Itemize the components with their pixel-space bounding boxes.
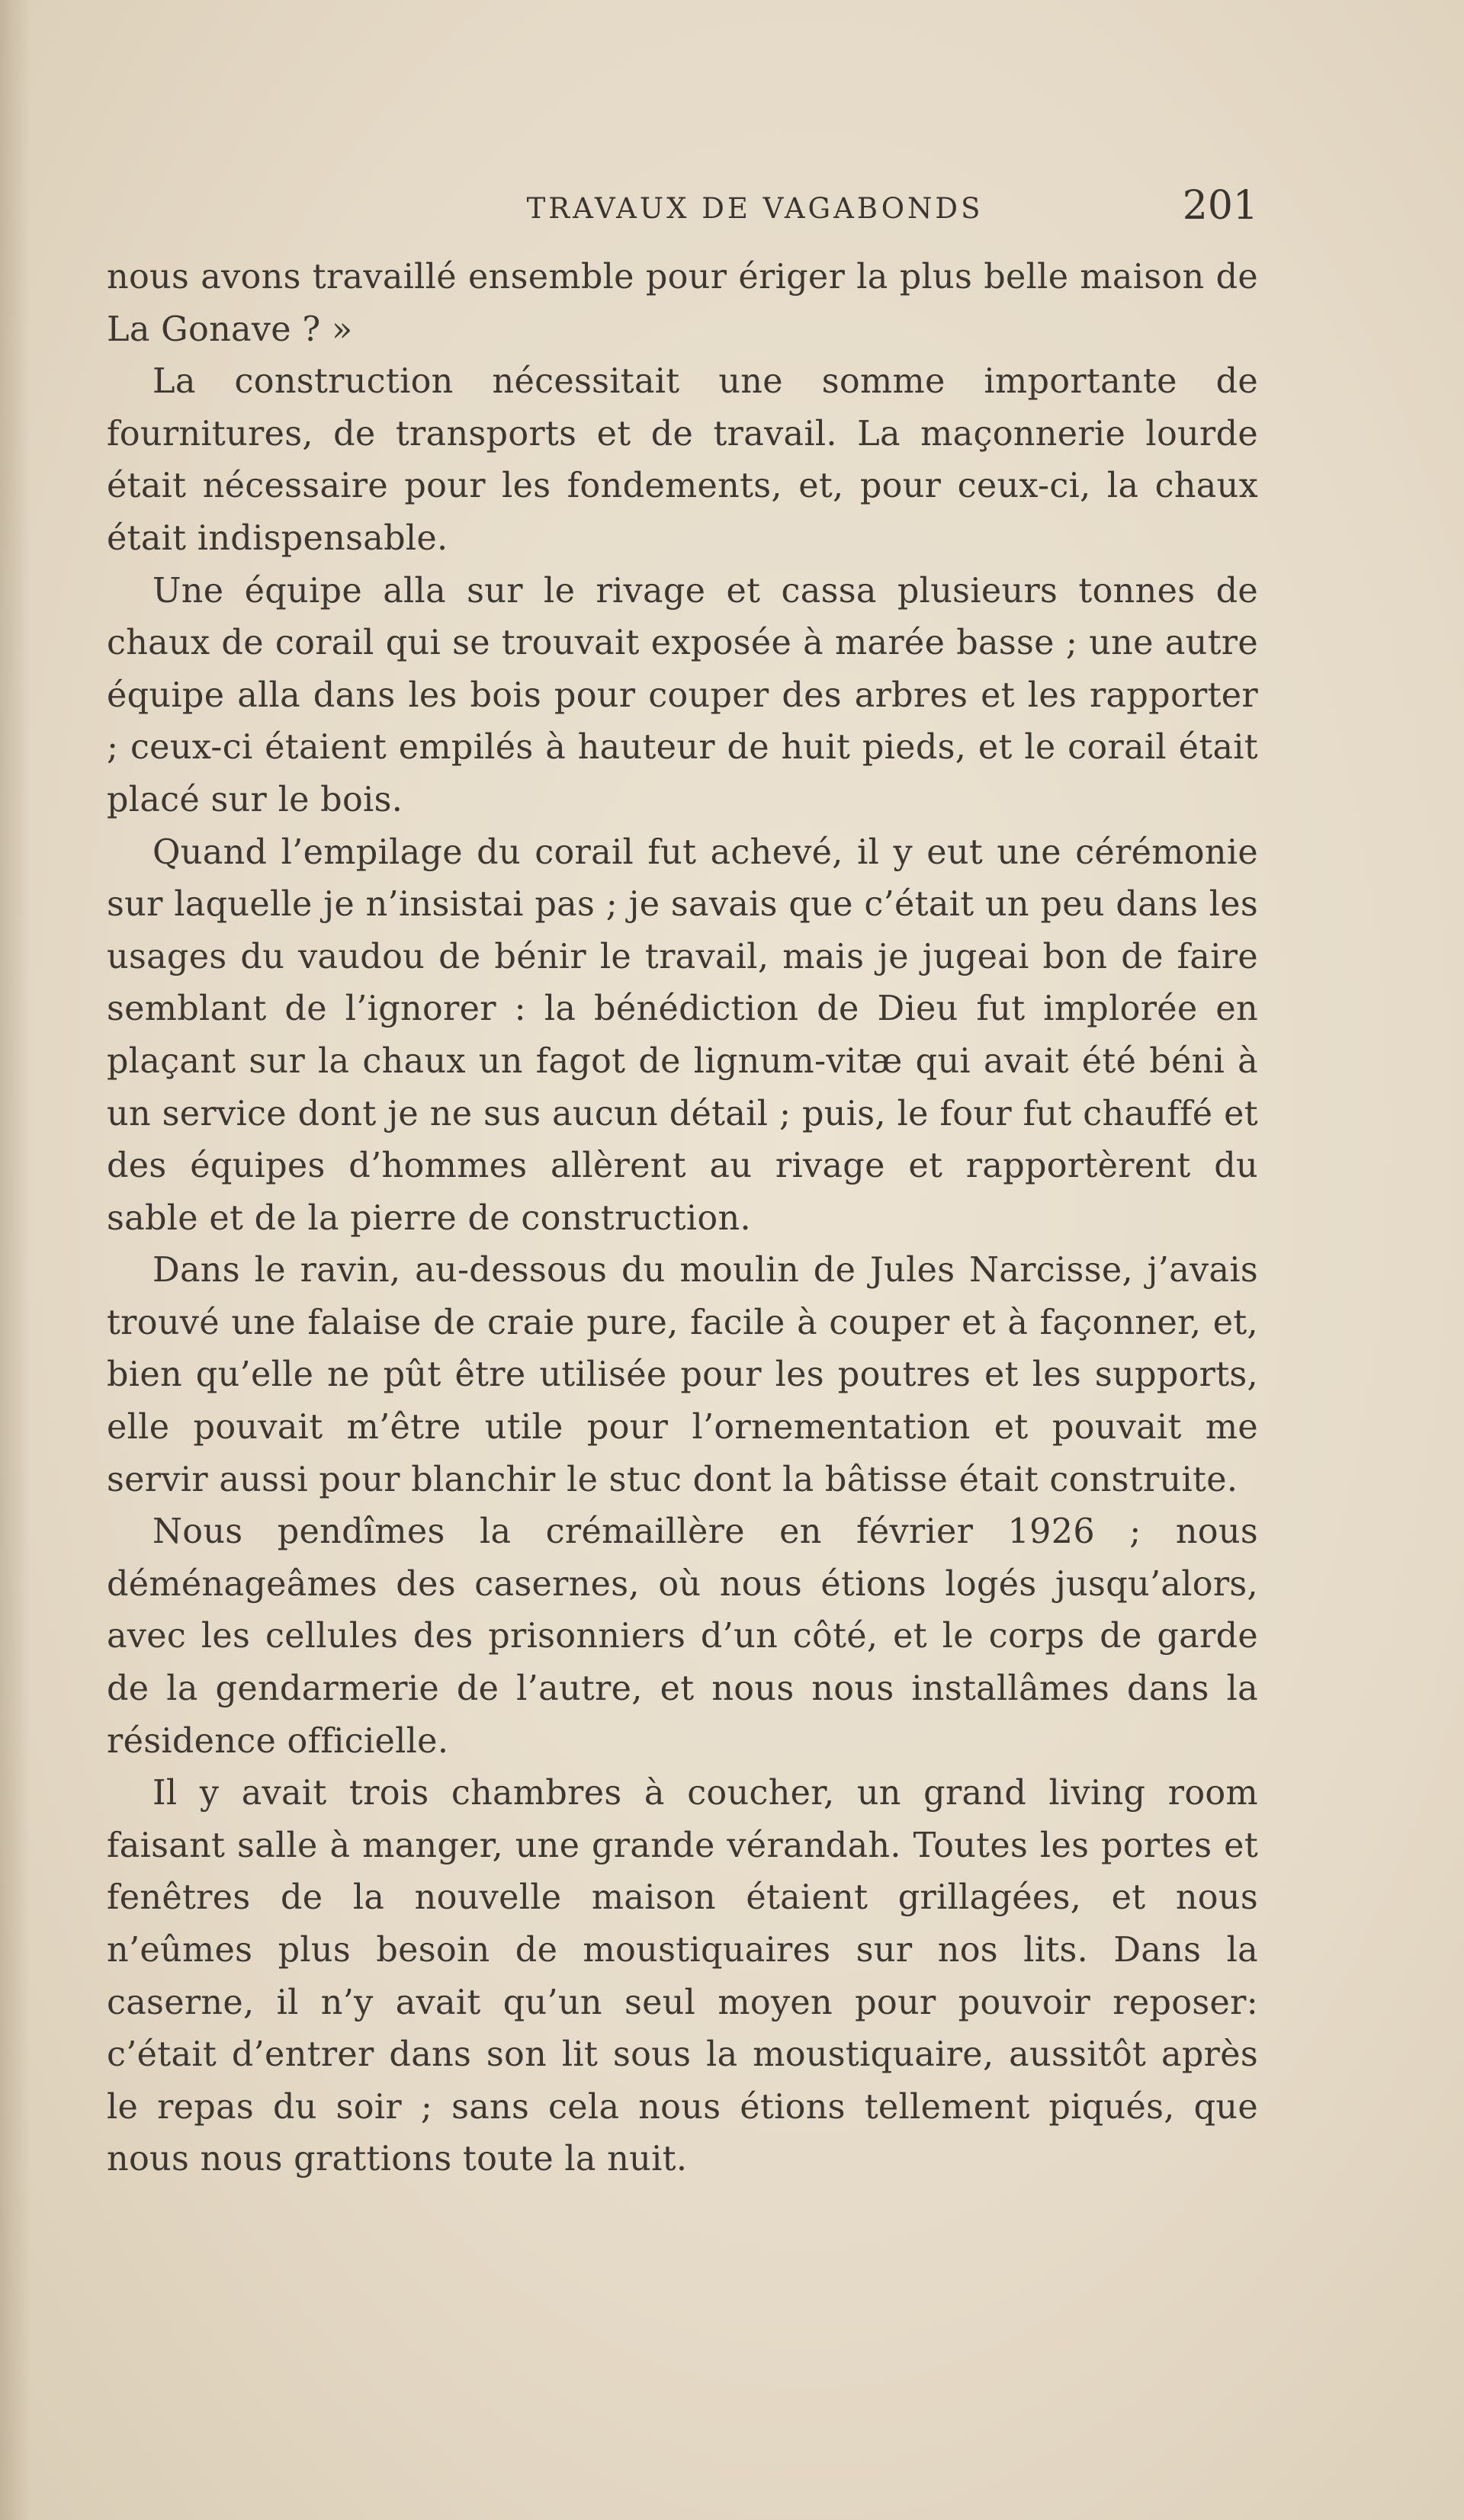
body-text (107, 252, 1258, 2186)
paragraph-1: nous avons travaillé ensemble pour ériger la plus belle maison de La Gonave ? » (107, 258, 1258, 349)
running-title: TRAVAUX DE VAGABONDS (526, 192, 984, 225)
paragraph-7: Il y avait trois chambres à coucher, un grand living room faisant salle à manger, une grande vérandah. Toutes les portes et fenêtres de la nouvelle maison étaient grillagées, et nous n’eûmes plus besoin de moustiquaires sur nos lits. Dans la caserne, il n’y avait qu’un seul moyen pour pouvoir reposer: c’était d’entrer dans son lit sous la moustiquaire, aussitôt après le repas du soir ; sans cela nous étions tellement piqués, que nous nous grattions toute la nuit. (107, 1774, 1258, 2179)
paragraph-3: Une équipe alla sur le rivage et cassa plusieurs tonnes de chaux de corail qui se trouvait exposée à marée basse ; une autre équipe alla dans les bois pour couper des arbres et les rapporter ; ceux-ci étaient empilés à hauteur de huit pieds, et le corail était placé sur le bois. (107, 571, 1258, 819)
paragraph-4: Quand l’empilage du corail fut achevé, il y eut une cérémonie sur laquelle je n’insistai pas ; je savais que c’était un peu dans les usages du vaudou de bénir le travail, mais je jugeai bon de faire semblant de l’ignorer : la bénédiction de Dieu fut implorée en plaçant sur la chaux un fagot de lignum-vitæ qui avait été béni à un service dont je ne sus aucun détail ; puis, le four fut chauffé et des équipes d’hommes allèrent au rivage et rapportèrent du sable et de la pierre de construction. (107, 832, 1258, 1238)
page-header (252, 183, 1258, 236)
paragraph-5: Dans le ravin, au-dessous du moulin de Jules Narcisse, j’avais trouvé une falaise de craie pure, facile à couper et à façonner, et, bien qu’elle ne pût être utilisée pour les poutres et les supports, elle pouvait m’être utile pour l’ornementation et pouvait me servir aussi pour blanchir le stuc dont la bâtisse était construite. (107, 1251, 1258, 1499)
paragraph-2: La construction nécessitait une somme importante de fournitures, de transports et de travail. La maçonnerie lourde était nécessaire pour les fondements, et, pour ceux-ci, la chaux était indispensable. (107, 362, 1258, 558)
page-gutter-shadow (0, 0, 30, 2520)
paragraph-6: Nous pendîmes la crémaillère en février 1926 ; nous déménageâmes des casernes, où nous étions logés jusqu’alors, avec les cellules des prisonniers d’un côté, et le corps de garde de la gendarmerie de l’autre, et nous nous installâmes dans la résidence officielle. (107, 1512, 1258, 1761)
page-number: 201 (1182, 183, 1258, 229)
